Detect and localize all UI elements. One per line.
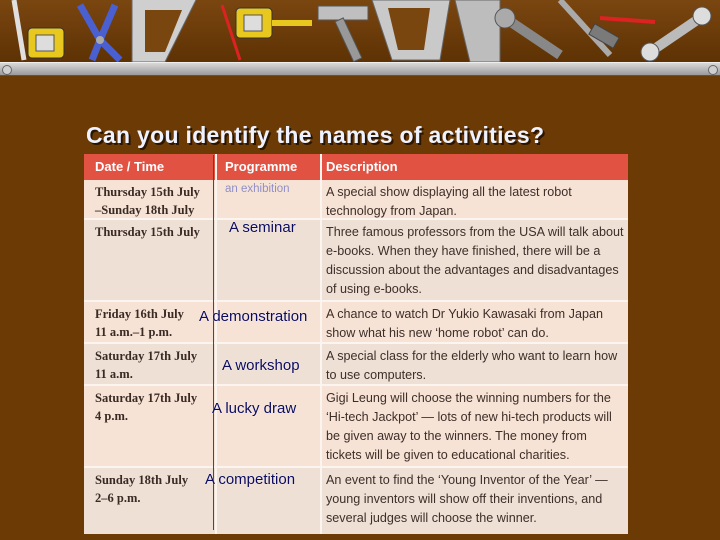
table-row <box>84 220 628 302</box>
screwdriver-icon <box>560 0 655 55</box>
table-header <box>84 154 628 180</box>
wrench-icon <box>495 8 560 55</box>
header-description: Description <box>326 159 398 174</box>
programme-label-workshop: A workshop <box>222 357 300 374</box>
programme-label-demonstration: A demonstration <box>199 308 308 325</box>
table-row <box>84 180 628 220</box>
programme-label-exhibition: an exhibition <box>225 183 290 195</box>
row-date: Thursday 15th July <box>95 225 200 239</box>
row-description: Three famous professors from the USA will talk about e-books. When they have finished, there will be a discussion about the advantages and disadvantages of using e-books. <box>326 225 624 296</box>
tools-banner <box>0 0 720 62</box>
try-square-icon <box>132 0 196 62</box>
pliers-icon <box>80 5 120 60</box>
table-row <box>84 468 628 534</box>
row-description: A special class for the elderly who want to learn how to use computers. <box>326 349 618 382</box>
schedule-table <box>84 154 628 534</box>
header-date: Date / Time <box>95 159 165 174</box>
page-title: Can you identify the names of activities? <box>86 122 545 148</box>
row-date: Saturday 17th July 11 a.m. <box>95 349 198 381</box>
column-divider <box>320 154 322 534</box>
table-row <box>84 344 628 386</box>
row-description: Gigi Leung will choose the winning numbers for the ‘Hi-tech Jackpot’ — lots of new hi-tech products will be given away to the winners. The money from tickets will be given to educational charities. <box>326 391 612 462</box>
tape-measure-icon <box>14 0 64 60</box>
table-row <box>84 302 628 344</box>
programme-label-lucky-draw: A lucky draw <box>212 400 297 417</box>
tape-measure-icon <box>236 8 312 38</box>
row-date: Friday 16th July 11 a.m.–1 p.m. <box>95 307 184 339</box>
row-date: Saturday 17th July 4 p.m. <box>95 391 198 423</box>
row-description: An event to find the ‘Young Inventor of the Year’ — young inventors will show off their inventions, and several judges will choose the winner. <box>326 473 608 525</box>
row-description: A special show displaying all the latest robot technology from Japan. <box>326 185 572 218</box>
square-icon <box>455 0 500 62</box>
table-row <box>84 386 628 468</box>
saw-icon <box>372 0 450 60</box>
programme-label-seminar: A seminar <box>229 219 296 236</box>
tool-rail <box>0 62 720 76</box>
hammer-icon <box>318 6 368 62</box>
header-programme: Programme <box>225 159 298 174</box>
programme-label-competition: A competition <box>205 471 296 488</box>
row-date: Sunday 18th July 2–6 p.m. <box>95 473 189 505</box>
row-date: Thursday 15th July –Sunday 18th July <box>95 185 200 217</box>
row-description: A chance to watch Dr Yukio Kawasaki from Japan show what his new ‘home robot’ can do. <box>326 307 603 340</box>
wrench-icon <box>641 7 711 61</box>
